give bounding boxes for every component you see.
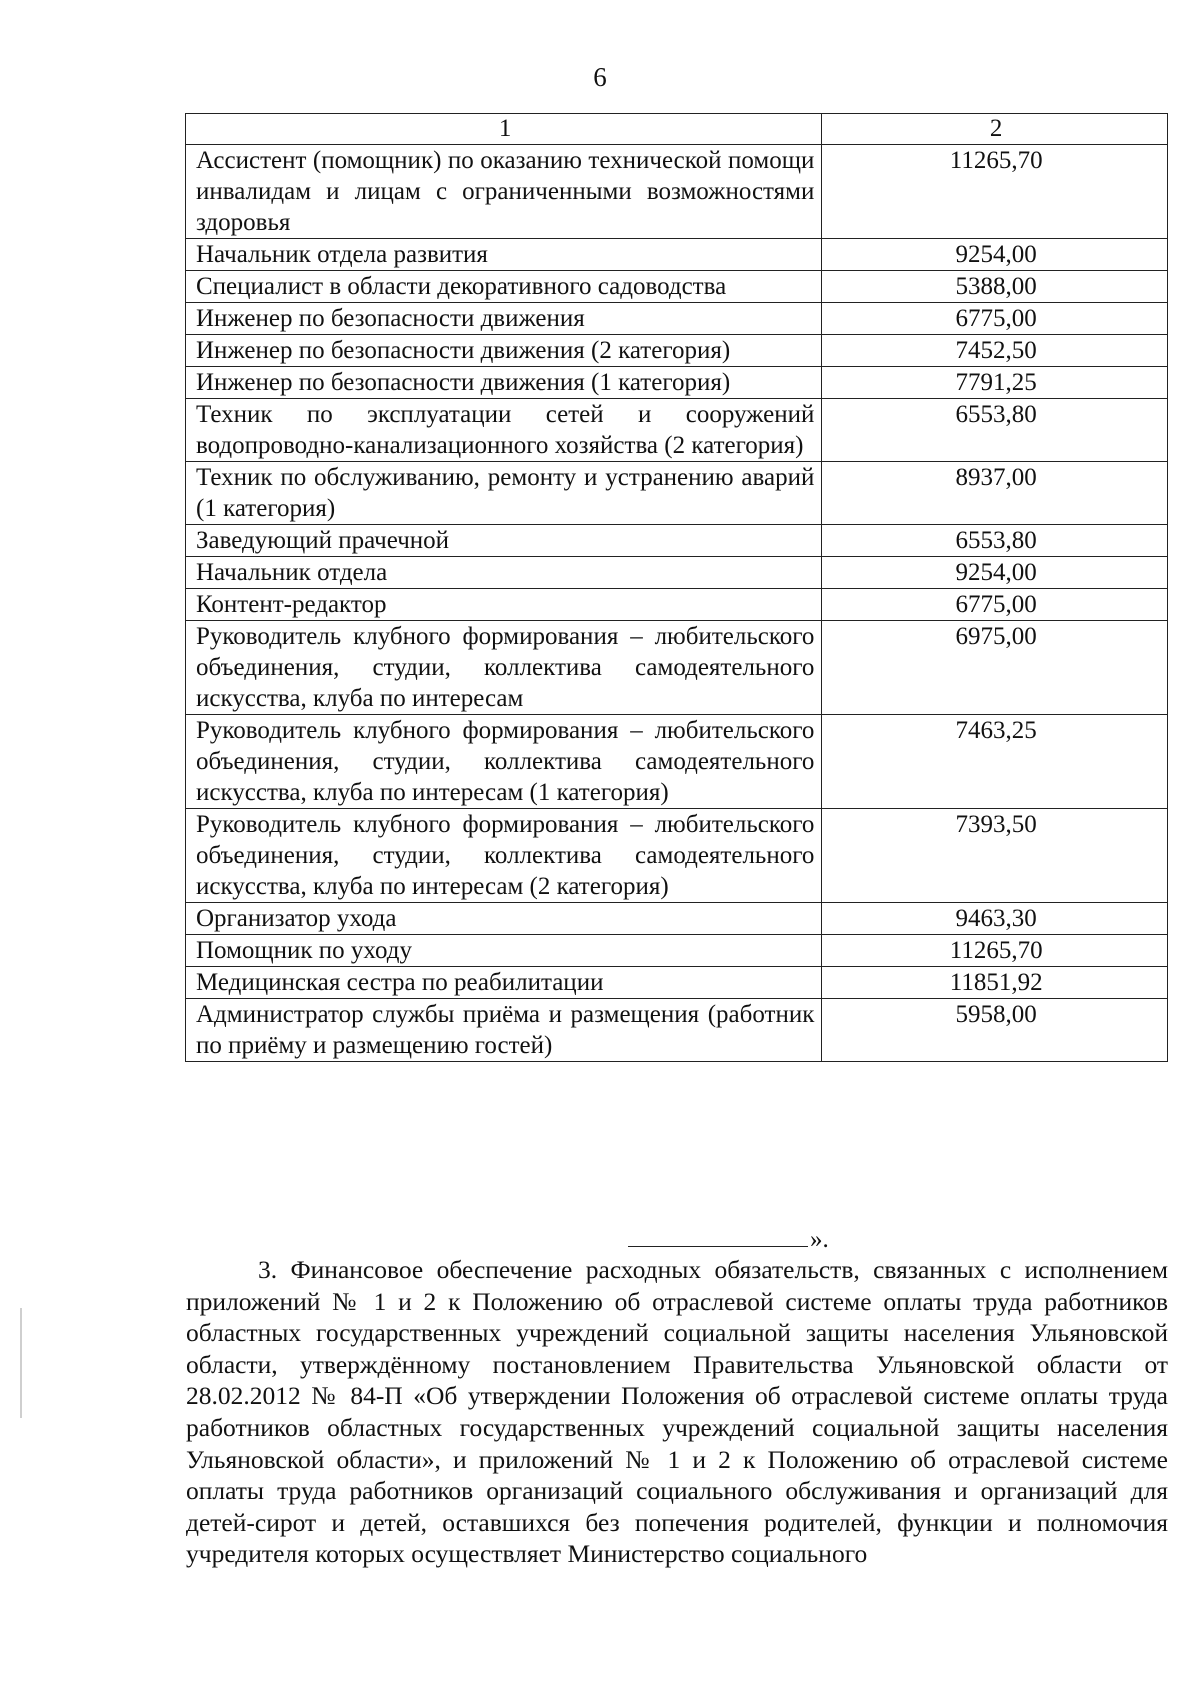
position-name-cell: Техник по обслуживанию, ремонту и устранению аварий (1 категория) bbox=[186, 462, 822, 525]
table-row bbox=[186, 239, 1168, 271]
page-number: 6 bbox=[593, 62, 607, 92]
column-header-2: 2 bbox=[822, 114, 1168, 145]
position-name-cell: Контент-редактор bbox=[186, 589, 822, 621]
position-name-cell: Руководитель клубного формирования – любительского объединения, студии, коллектива самодеятельного искусства, клуба по интересам bbox=[186, 621, 822, 715]
salary-value-cell: 7452,50 bbox=[822, 335, 1168, 367]
position-name-cell: Руководитель клубного формирования – любительского объединения, студии, коллектива самодеятельного искусства, клуба по интересам (1 категория) bbox=[186, 715, 822, 809]
table-row bbox=[186, 809, 1168, 903]
salary-value-cell: 6775,00 bbox=[822, 303, 1168, 335]
position-name-cell: Инженер по безопасности движения bbox=[186, 303, 822, 335]
table-row bbox=[186, 271, 1168, 303]
position-name-cell: Начальник отдела bbox=[186, 557, 822, 589]
table-row bbox=[186, 462, 1168, 525]
salary-table bbox=[185, 113, 1168, 1062]
salary-value-cell: 6975,00 bbox=[822, 621, 1168, 715]
position-name-cell: Ассистент (помощник) по оказанию технической помощи инвалидам и лицам с ограниченными возможностями здоровья bbox=[186, 145, 822, 239]
body-paragraph: 3. Финансовое обеспечение расходных обязательств, связанных с исполнением приложений № 1 и 2 к Положению об отраслевой системе оплаты труда работников областных государственных учреждений социальной защиты населения Ульяновской области, утверждённому постановлением Правительства Ульяновской области от 28.02.2012 № 84-П «Об утверждении Положения об отраслевой системе оплаты труда работников областных государственных учреждений социальной защиты населения Ульяновской области», и приложений № 1 и 2 к Положению об отраслевой системе оплаты труда работников организаций социального обслуживания и организаций для детей-сирот и детей, оставшихся без попечения родителей, функции и полномочия учредителя которых осуществляет Министерство социального bbox=[186, 1255, 1168, 1569]
salary-value-cell: 11265,70 bbox=[822, 935, 1168, 967]
salary-value-cell: 9463,30 bbox=[822, 903, 1168, 935]
position-name-cell: Руководитель клубного формирования – любительского объединения, студии, коллектива самодеятельного искусства, клуба по интересам (2 категория) bbox=[186, 809, 822, 903]
table-row bbox=[186, 999, 1168, 1062]
table-row bbox=[186, 367, 1168, 399]
position-name-cell: Администратор службы приёма и размещения (работник по приёму и размещению гостей) bbox=[186, 999, 822, 1062]
scan-margin-mark bbox=[20, 1308, 22, 1418]
table-row bbox=[186, 967, 1168, 999]
position-name-cell: Начальник отдела развития bbox=[186, 239, 822, 271]
salary-value-cell: 7463,25 bbox=[822, 715, 1168, 809]
table-row bbox=[186, 525, 1168, 557]
closing-mark: ». bbox=[810, 1226, 829, 1253]
table-row bbox=[186, 335, 1168, 367]
table-row bbox=[186, 557, 1168, 589]
position-name-cell: Инженер по безопасности движения (1 категория) bbox=[186, 367, 822, 399]
closing-underline bbox=[628, 1224, 808, 1247]
table-row bbox=[186, 903, 1168, 935]
salary-value-cell: 9254,00 bbox=[822, 557, 1168, 589]
salary-value-cell: 11265,70 bbox=[822, 145, 1168, 239]
salary-value-cell: 7791,25 bbox=[822, 367, 1168, 399]
salary-value-cell: 9254,00 bbox=[822, 239, 1168, 271]
closing-quote-line bbox=[628, 1224, 829, 1255]
table-row bbox=[186, 621, 1168, 715]
table-row bbox=[186, 935, 1168, 967]
salary-value-cell: 6553,80 bbox=[822, 525, 1168, 557]
salary-value-cell: 5388,00 bbox=[822, 271, 1168, 303]
position-name-cell: Организатор ухода bbox=[186, 903, 822, 935]
table-row bbox=[186, 399, 1168, 462]
table-header-row bbox=[186, 114, 1168, 145]
position-name-cell: Техник по эксплуатации сетей и сооружений водопроводно-канализационного хозяйства (2 категория) bbox=[186, 399, 822, 462]
position-name-cell: Медицинская сестра по реабилитации bbox=[186, 967, 822, 999]
salary-value-cell: 8937,00 bbox=[822, 462, 1168, 525]
table-row bbox=[186, 589, 1168, 621]
table-row bbox=[186, 715, 1168, 809]
table-row bbox=[186, 145, 1168, 239]
table-row bbox=[186, 303, 1168, 335]
position-name-cell: Инженер по безопасности движения (2 категория) bbox=[186, 335, 822, 367]
position-name-cell: Заведующий прачечной bbox=[186, 525, 822, 557]
table-body bbox=[186, 145, 1168, 1062]
salary-value-cell: 5958,00 bbox=[822, 999, 1168, 1062]
salary-value-cell: 6553,80 bbox=[822, 399, 1168, 462]
salary-value-cell: 7393,50 bbox=[822, 809, 1168, 903]
column-header-1: 1 bbox=[186, 114, 822, 145]
position-name-cell: Помощник по уходу bbox=[186, 935, 822, 967]
position-name-cell: Специалист в области декоративного садоводства bbox=[186, 271, 822, 303]
salary-value-cell: 6775,00 bbox=[822, 589, 1168, 621]
salary-value-cell: 11851,92 bbox=[822, 967, 1168, 999]
